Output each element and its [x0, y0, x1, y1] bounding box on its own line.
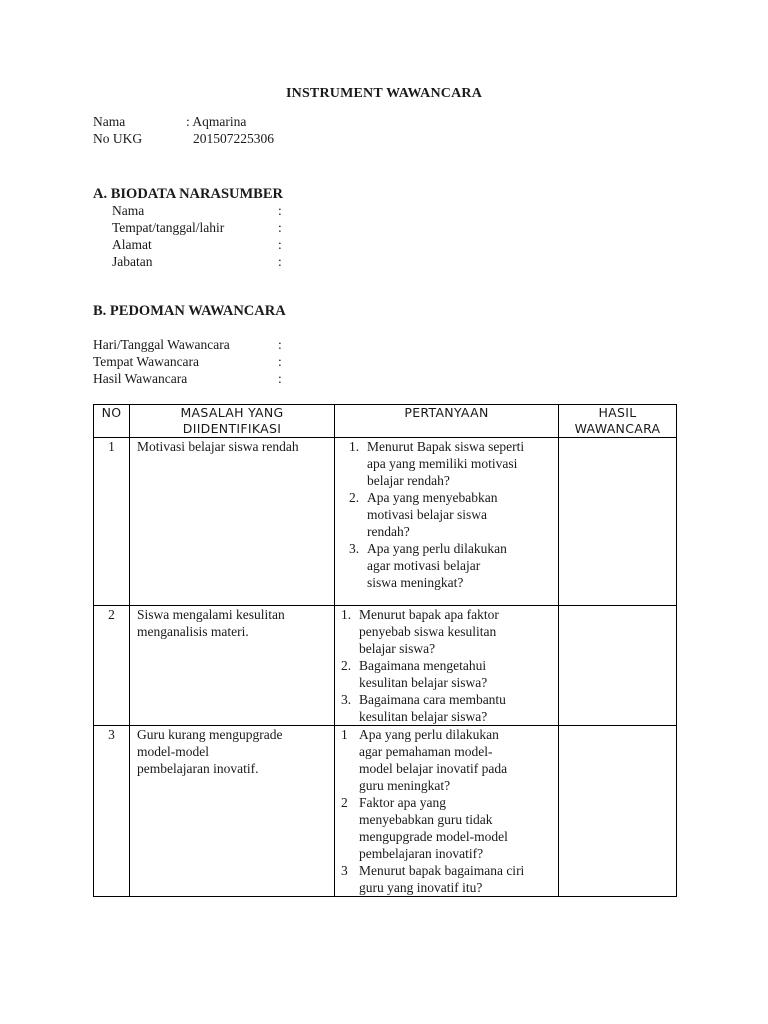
identity-nama-label: Nama [93, 114, 126, 129]
question-number: 2. [349, 490, 360, 505]
row-masalah: Guru kurang mengupgrade model-model pembelajaran inovatif. [130, 726, 335, 897]
row-masalah: Siswa mengalami kesulitan menganalisis materi. [130, 606, 335, 726]
question-text: Faktor apa yang menyebabkan guru tidak mengupgrade model-model pembelajaran inovatif? [359, 795, 508, 861]
row-number: 2 [94, 606, 130, 726]
question-item [335, 862, 558, 896]
question-number: 1. [341, 607, 352, 622]
biodata-field-colon: : [278, 254, 282, 269]
row-number: 1 [94, 438, 130, 606]
question-number: 3 [341, 863, 348, 878]
question-text: Apa yang menyebabkan motivasi belajar siswa rendah? [367, 490, 498, 539]
pedoman-field-colon: : [278, 354, 282, 369]
biodata-field-label: Alamat [112, 237, 152, 252]
row-hasil [559, 606, 677, 726]
header-pertanyaan: PERTANYAAN [335, 405, 559, 438]
question-text: Menurut bapak apa faktor penyebab siswa kesulitan belajar siswa? [359, 607, 499, 656]
section-a-heading: A. BIODATA NARASUMBER [93, 186, 283, 202]
question-number: 3. [349, 541, 360, 556]
pedoman-field-label: Hasil Wawancara [93, 371, 188, 386]
biodata-field-colon: : [278, 237, 282, 252]
question-number: 2 [341, 795, 348, 810]
row-pertanyaan [335, 438, 559, 606]
biodata-field-colon: : [278, 203, 282, 218]
pedoman-field-colon: : [278, 371, 282, 386]
biodata-field-label: Nama [112, 203, 145, 218]
question-item [343, 438, 558, 489]
header-masalah: MASALAH YANG DIIDENTIFIKASI [130, 405, 335, 438]
question-text: Apa yang perlu dilakukan agar pemahaman model- model belajar inovatif pada guru meningkat? [359, 727, 508, 793]
row-hasil [559, 438, 677, 606]
question-text: Bagaimana mengetahui kesulitan belajar siswa? [359, 658, 488, 690]
question-item [335, 606, 558, 657]
identity-ukg-label: No UKG [93, 131, 143, 146]
row-pertanyaan [335, 606, 559, 726]
question-item [335, 794, 558, 862]
section-b-heading: B. PEDOMAN WAWANCARA [93, 303, 286, 319]
document-title: INSTRUMENT WAWANCARA [285, 86, 482, 101]
pedoman-field-label: Hari/Tanggal Wawancara [93, 337, 230, 352]
biodata-field-colon: : [278, 220, 282, 235]
question-item [343, 540, 558, 591]
question-item [343, 489, 558, 540]
table-row [94, 438, 677, 606]
question-text: Menurut Bapak siswa seperti apa yang memiliki motivasi belajar rendah? [367, 439, 525, 488]
question-number: 1 [341, 727, 348, 742]
header-no: NO [94, 405, 130, 438]
row-hasil [559, 726, 677, 897]
row-masalah: Motivasi belajar siswa rendah [130, 438, 335, 606]
biodata-field-label: Tempat/tanggal/lahir [112, 220, 225, 235]
row-pertanyaan [335, 726, 559, 897]
question-item [335, 657, 558, 691]
table-row [94, 726, 677, 897]
question-item [335, 691, 558, 725]
header-hasil: HASIL WAWANCARA [559, 405, 677, 438]
identity-nama-value: : Aqmarina [186, 114, 247, 129]
question-number: 1. [349, 439, 360, 454]
question-number: 2. [341, 658, 352, 673]
question-number: 3. [341, 692, 352, 707]
row-number: 3 [94, 726, 130, 897]
table-row [94, 606, 677, 726]
pedoman-field-colon: : [278, 337, 282, 352]
biodata-field-label: Jabatan [112, 254, 153, 269]
interview-table [93, 404, 677, 897]
table-header-row [94, 405, 677, 438]
question-text: Menurut bapak bagaimana ciri guru yang inovatif itu? [359, 863, 525, 895]
identity-ukg-value: 201507225306 [193, 131, 274, 146]
question-text: Apa yang perlu dilakukan agar motivasi belajar siswa meningkat? [367, 541, 507, 590]
question-item [335, 726, 558, 794]
pedoman-field-label: Tempat Wawancara [93, 354, 200, 369]
question-text: Bagaimana cara membantu kesulitan belajar siswa? [359, 692, 506, 724]
